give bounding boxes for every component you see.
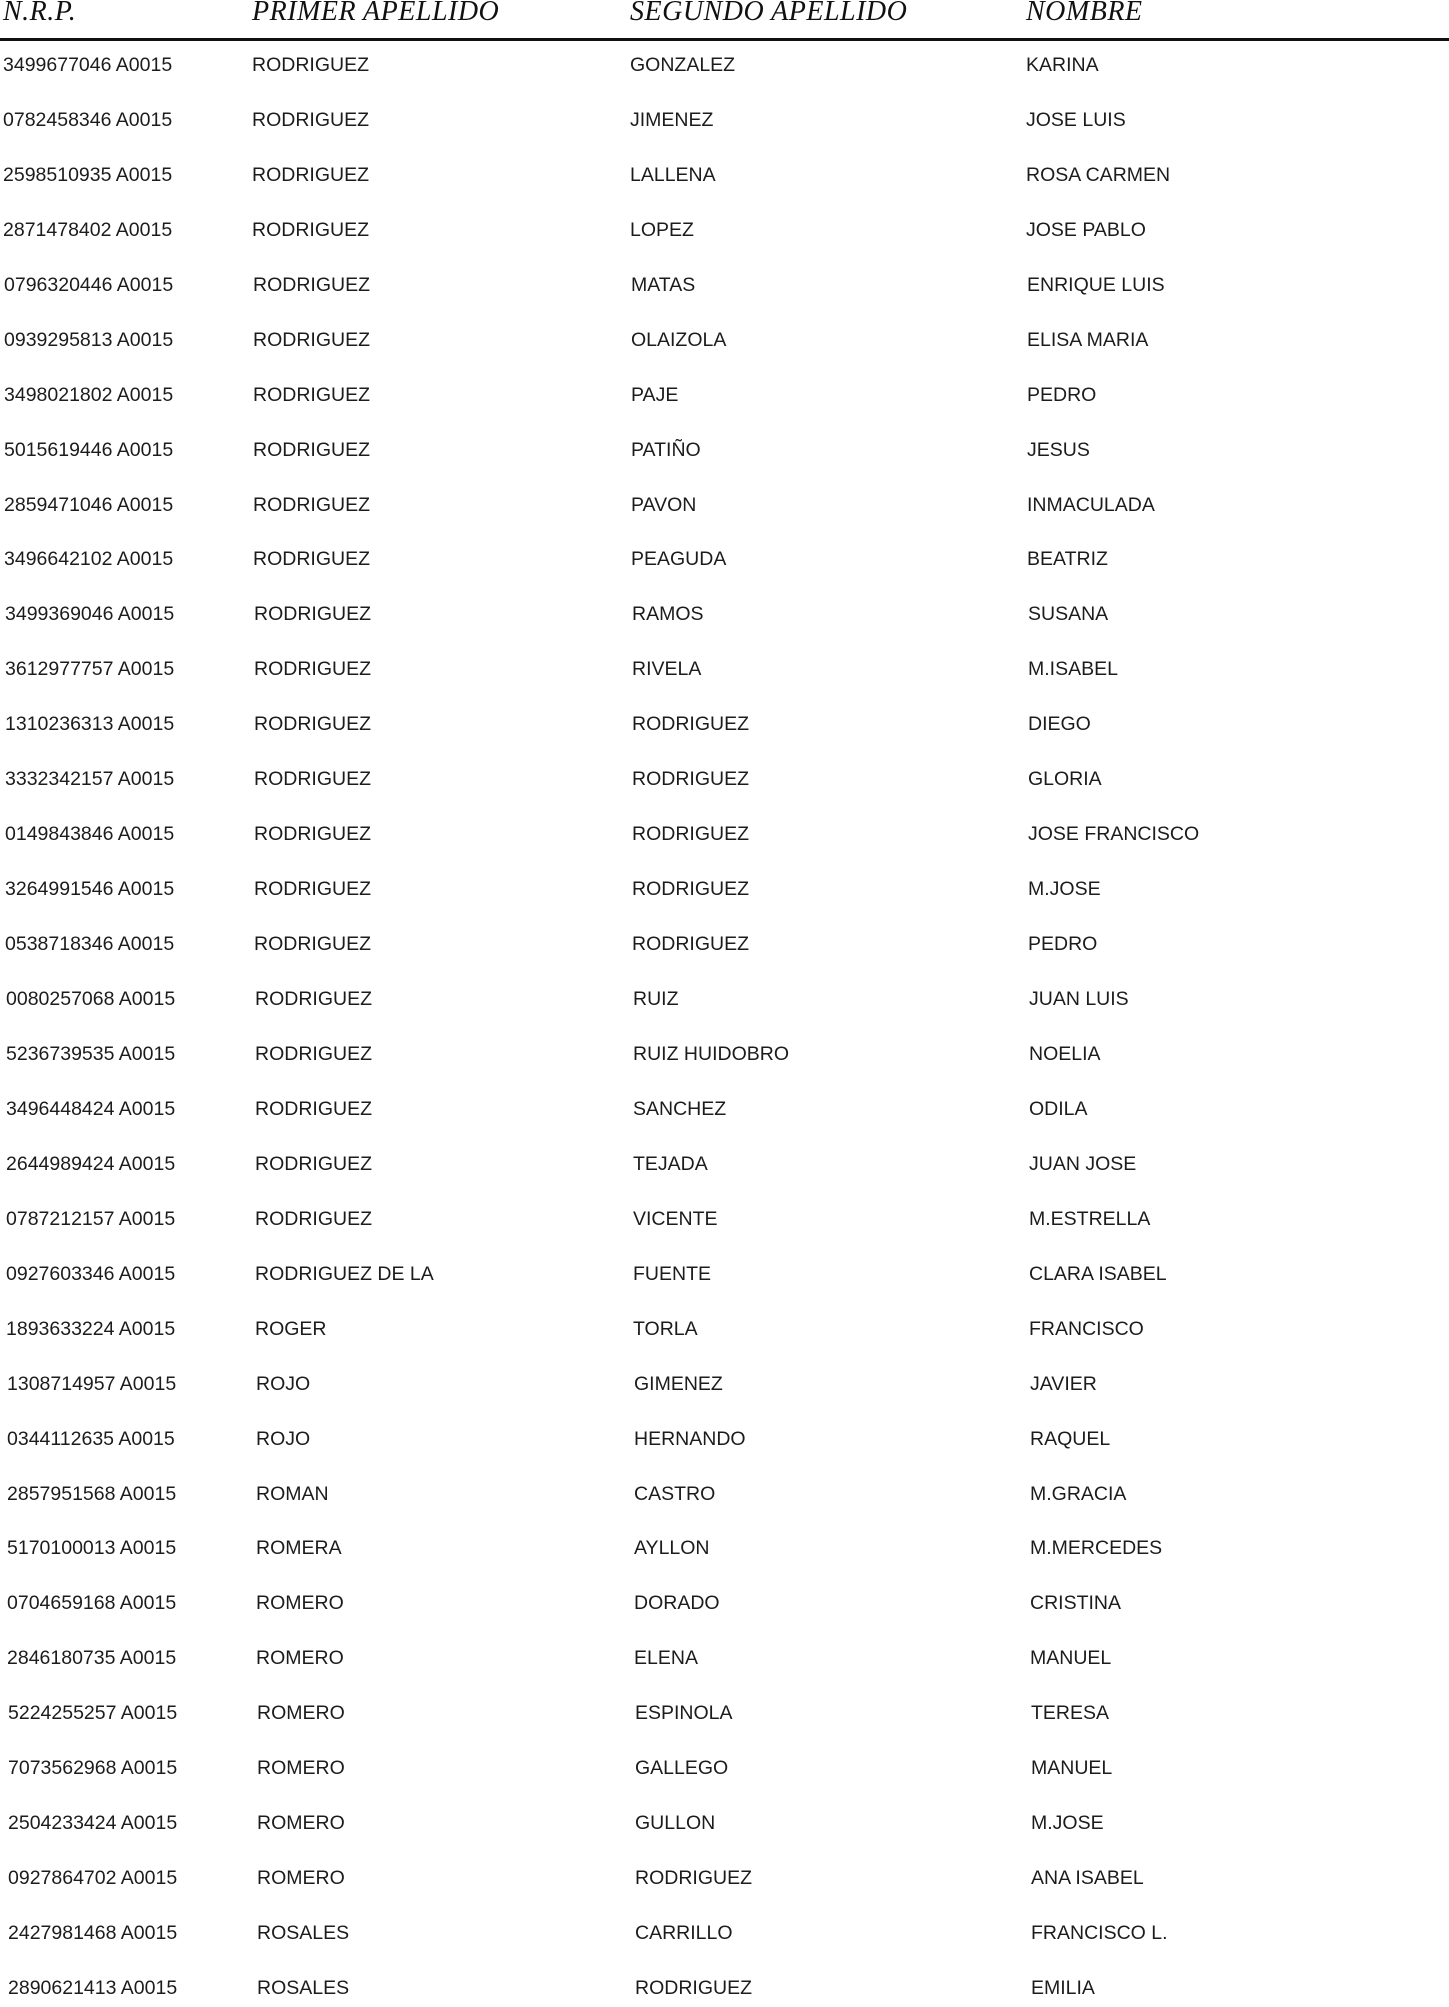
- cell-nombre: M.ESTRELLA: [1029, 1208, 1151, 1230]
- cell-nombre: TERESA: [1031, 1702, 1110, 1724]
- cell-nrp: 5236739535 A0015: [6, 1043, 176, 1065]
- cell-nombre: PEDRO: [1028, 933, 1098, 955]
- cell-nombre: M.JOSE: [1028, 878, 1101, 900]
- cell-nombre: JUAN LUIS: [1029, 988, 1129, 1010]
- table-row: [0, 1922, 1449, 1952]
- cell-nombre: EMILIA: [1031, 1977, 1095, 1999]
- cell-primer-apellido: RODRIGUEZ: [254, 933, 371, 955]
- cell-nrp: 0704659168 A0015: [7, 1592, 177, 1614]
- cell-primer-apellido: RODRIGUEZ: [255, 1208, 372, 1230]
- cell-nombre: ROSA CARMEN: [1026, 164, 1171, 186]
- cell-segundo-apellido: RODRIGUEZ: [632, 933, 749, 955]
- cell-segundo-apellido: RODRIGUEZ: [635, 1977, 752, 1999]
- cell-nombre: PEDRO: [1027, 384, 1097, 406]
- table-row: [0, 1263, 1449, 1293]
- cell-nombre: M.ISABEL: [1028, 658, 1118, 680]
- cell-nrp: 0080257068 A0015: [6, 988, 176, 1010]
- table-row: [0, 1812, 1449, 1842]
- table-row: [0, 439, 1449, 469]
- cell-nrp: 5170100013 A0015: [7, 1537, 177, 1559]
- cell-nombre: M.GRACIA: [1030, 1483, 1127, 1505]
- cell-segundo-apellido: FUENTE: [633, 1263, 711, 1285]
- cell-segundo-apellido: CARRILLO: [635, 1922, 733, 1944]
- table-row: [0, 1592, 1449, 1622]
- table-row: [0, 1757, 1449, 1787]
- cell-nrp: 5015619446 A0015: [4, 439, 174, 461]
- cell-primer-apellido: RODRIGUEZ: [253, 439, 370, 461]
- cell-primer-apellido: RODRIGUEZ: [253, 494, 370, 516]
- cell-nrp: 2859471046 A0015: [4, 494, 174, 516]
- table-row: [0, 494, 1449, 524]
- cell-primer-apellido: RODRIGUEZ: [253, 548, 370, 570]
- table-row: [0, 603, 1449, 633]
- cell-nrp: 3332342157 A0015: [5, 768, 175, 790]
- cell-nombre: JUAN JOSE: [1029, 1153, 1137, 1175]
- cell-segundo-apellido: RAMOS: [632, 603, 704, 625]
- cell-nrp: 2644989424 A0015: [6, 1153, 176, 1175]
- cell-nombre: CLARA ISABEL: [1029, 1263, 1167, 1285]
- cell-segundo-apellido: TEJADA: [633, 1153, 708, 1175]
- cell-segundo-apellido: LALLENA: [630, 164, 716, 186]
- cell-segundo-apellido: PATIÑO: [631, 439, 701, 461]
- table-row: [0, 658, 1449, 688]
- cell-nrp: 3499677046 A0015: [3, 54, 173, 76]
- cell-nrp: 1893633224 A0015: [6, 1318, 176, 1340]
- table-row: [0, 1318, 1449, 1348]
- cell-segundo-apellido: DORADO: [634, 1592, 720, 1614]
- header-primer-apellido: PRIMER APELLIDO: [252, 0, 500, 27]
- header-segundo-apellido: SEGUNDO APELLIDO: [630, 0, 908, 27]
- cell-primer-apellido: RODRIGUEZ DE LA: [255, 1263, 434, 1285]
- cell-segundo-apellido: SANCHEZ: [633, 1098, 727, 1120]
- cell-nombre: FRANCISCO: [1029, 1318, 1144, 1340]
- cell-primer-apellido: RODRIGUEZ: [255, 1043, 372, 1065]
- cell-segundo-apellido: VICENTE: [633, 1208, 718, 1230]
- header-nombre: NOMBRE: [1026, 0, 1143, 27]
- table-row: [0, 164, 1449, 194]
- cell-primer-apellido: RODRIGUEZ: [255, 988, 372, 1010]
- cell-primer-apellido: ROMERO: [257, 1702, 345, 1724]
- cell-primer-apellido: RODRIGUEZ: [254, 768, 371, 790]
- cell-primer-apellido: ROMERO: [256, 1592, 344, 1614]
- table-row: [0, 1373, 1449, 1403]
- cell-segundo-apellido: RODRIGUEZ: [632, 878, 749, 900]
- cell-nrp: 3264991546 A0015: [5, 878, 175, 900]
- cell-nrp: 0344112635 A0015: [7, 1428, 175, 1450]
- table-row: [0, 823, 1449, 853]
- cell-segundo-apellido: RUIZ HUIDOBRO: [633, 1043, 789, 1065]
- cell-segundo-apellido: ELENA: [634, 1647, 698, 1669]
- cell-nrp: 2846180735 A0015: [7, 1647, 177, 1669]
- cell-nrp: 0787212157 A0015: [6, 1208, 176, 1230]
- cell-primer-apellido: RODRIGUEZ: [255, 1098, 372, 1120]
- cell-primer-apellido: RODRIGUEZ: [252, 219, 369, 241]
- cell-segundo-apellido: CASTRO: [634, 1483, 716, 1505]
- table-row: [0, 988, 1449, 1018]
- cell-segundo-apellido: JIMENEZ: [630, 109, 714, 131]
- cell-nombre: JOSE FRANCISCO: [1028, 823, 1200, 845]
- cell-segundo-apellido: HERNANDO: [634, 1428, 746, 1450]
- cell-segundo-apellido: LOPEZ: [630, 219, 694, 241]
- table-row: [0, 713, 1449, 743]
- cell-segundo-apellido: RODRIGUEZ: [632, 768, 749, 790]
- cell-nrp: 7073562968 A0015: [8, 1757, 178, 1779]
- table-row: [0, 329, 1449, 359]
- cell-primer-apellido: ROMERO: [256, 1647, 344, 1669]
- cell-segundo-apellido: PAVON: [631, 494, 697, 516]
- cell-nrp: 0927864702 A0015: [8, 1867, 178, 1889]
- cell-segundo-apellido: RODRIGUEZ: [635, 1867, 752, 1889]
- cell-nombre: M.JOSE: [1031, 1812, 1104, 1834]
- cell-nrp: 3499369046 A0015: [5, 603, 175, 625]
- cell-nrp: 3498021802 A0015: [4, 384, 174, 406]
- table-row: [0, 548, 1449, 578]
- cell-segundo-apellido: AYLLON: [634, 1537, 710, 1559]
- cell-primer-apellido: RODRIGUEZ: [253, 274, 370, 296]
- cell-nrp: 0796320446 A0015: [4, 274, 174, 296]
- cell-primer-apellido: RODRIGUEZ: [253, 329, 370, 351]
- cell-nombre: RAQUEL: [1030, 1428, 1111, 1450]
- cell-segundo-apellido: PEAGUDA: [631, 548, 727, 570]
- cell-nrp: 1308714957 A0015: [7, 1373, 177, 1395]
- table-row: [0, 1977, 1449, 2007]
- cell-segundo-apellido: ESPINOLA: [635, 1702, 733, 1724]
- cell-nombre: JESUS: [1027, 439, 1090, 461]
- table-row: [0, 1153, 1449, 1183]
- cell-nrp: 0149843846 A0015: [5, 823, 175, 845]
- cell-primer-apellido: ROMERA: [256, 1537, 342, 1559]
- table-row: [0, 1537, 1449, 1567]
- cell-primer-apellido: RODRIGUEZ: [255, 1153, 372, 1175]
- cell-nombre: M.MERCEDES: [1030, 1537, 1163, 1559]
- cell-segundo-apellido: GIMENEZ: [634, 1373, 723, 1395]
- cell-primer-apellido: RODRIGUEZ: [254, 823, 371, 845]
- cell-primer-apellido: RODRIGUEZ: [252, 109, 369, 131]
- cell-primer-apellido: RODRIGUEZ: [252, 164, 369, 186]
- cell-nombre: NOELIA: [1029, 1043, 1101, 1065]
- table-row: [0, 1208, 1449, 1238]
- cell-segundo-apellido: RODRIGUEZ: [632, 823, 749, 845]
- table-row: [0, 1428, 1449, 1458]
- cell-nrp: 2504233424 A0015: [8, 1812, 178, 1834]
- cell-nombre: FRANCISCO L.: [1031, 1922, 1168, 1944]
- cell-nrp: 0939295813 A0015: [4, 329, 174, 351]
- table-row: [0, 1647, 1449, 1677]
- cell-nrp: 0538718346 A0015: [5, 933, 175, 955]
- table-row: [0, 219, 1449, 249]
- cell-nombre: CRISTINA: [1030, 1592, 1122, 1614]
- table-row: [0, 1043, 1449, 1073]
- cell-nrp: 1310236313 A0015: [5, 713, 175, 735]
- cell-nombre: DIEGO: [1028, 713, 1091, 735]
- cell-nrp: 2598510935 A0015: [3, 164, 173, 186]
- cell-segundo-apellido: OLAIZOLA: [631, 329, 727, 351]
- cell-nombre: SUSANA: [1028, 603, 1109, 625]
- cell-primer-apellido: ROMERO: [257, 1757, 345, 1779]
- cell-primer-apellido: ROSALES: [257, 1977, 350, 1999]
- cell-nombre: ODILA: [1029, 1098, 1088, 1120]
- cell-segundo-apellido: RODRIGUEZ: [632, 713, 749, 735]
- table-row: [0, 1702, 1449, 1732]
- cell-nombre: GLORIA: [1028, 768, 1102, 790]
- table-row: [0, 933, 1449, 963]
- cell-nrp: 0782458346 A0015: [3, 109, 173, 131]
- table-row: [0, 1867, 1449, 1897]
- cell-nombre: KARINA: [1026, 54, 1099, 76]
- cell-segundo-apellido: RUIZ: [633, 988, 679, 1010]
- table-row: [0, 768, 1449, 798]
- table-row: [0, 1483, 1449, 1513]
- cell-nrp: 2890621413 A0015: [8, 1977, 178, 1999]
- cell-primer-apellido: ROGER: [255, 1318, 327, 1340]
- cell-primer-apellido: ROMERO: [257, 1812, 345, 1834]
- cell-nrp: 3496448424 A0015: [6, 1098, 176, 1120]
- cell-nombre: INMACULADA: [1027, 494, 1155, 516]
- cell-primer-apellido: RODRIGUEZ: [252, 54, 369, 76]
- cell-segundo-apellido: GALLEGO: [635, 1757, 729, 1779]
- cell-segundo-apellido: RIVELA: [632, 658, 702, 680]
- cell-segundo-apellido: TORLA: [633, 1318, 698, 1340]
- cell-segundo-apellido: PAJE: [631, 384, 679, 406]
- cell-nrp: 3496642102 A0015: [4, 548, 174, 570]
- cell-primer-apellido: ROJO: [256, 1428, 311, 1450]
- cell-primer-apellido: RODRIGUEZ: [254, 603, 371, 625]
- cell-primer-apellido: RODRIGUEZ: [254, 658, 371, 680]
- cell-primer-apellido: ROMAN: [256, 1483, 329, 1505]
- table-row: [0, 274, 1449, 304]
- cell-primer-apellido: RODRIGUEZ: [254, 713, 371, 735]
- table-row: [0, 384, 1449, 414]
- cell-primer-apellido: ROJO: [256, 1373, 311, 1395]
- cell-nrp: 5224255257 A0015: [8, 1702, 178, 1724]
- cell-nombre: ANA ISABEL: [1031, 1867, 1144, 1889]
- cell-primer-apellido: RODRIGUEZ: [253, 384, 370, 406]
- cell-nrp: 2857951568 A0015: [7, 1483, 177, 1505]
- cell-nombre: JAVIER: [1030, 1373, 1097, 1395]
- cell-nombre: MANUEL: [1030, 1647, 1112, 1669]
- cell-primer-apellido: ROSALES: [257, 1922, 350, 1944]
- table-row: [0, 1098, 1449, 1128]
- cell-nrp: 2427981468 A0015: [8, 1922, 178, 1944]
- cell-nombre: ELISA MARIA: [1027, 329, 1149, 351]
- cell-nrp: 0927603346 A0015: [6, 1263, 176, 1285]
- cell-primer-apellido: ROMERO: [257, 1867, 345, 1889]
- cell-segundo-apellido: GONZALEZ: [630, 54, 736, 76]
- cell-nrp: 2871478402 A0015: [3, 219, 173, 241]
- header-nrp: N.R.P.: [3, 0, 77, 27]
- cell-segundo-apellido: MATAS: [631, 274, 696, 296]
- table-row: [0, 878, 1449, 908]
- table-row: [0, 109, 1449, 139]
- cell-nombre: JOSE PABLO: [1026, 219, 1146, 241]
- table-row: [0, 54, 1449, 84]
- cell-primer-apellido: RODRIGUEZ: [254, 878, 371, 900]
- cell-nombre: JOSE LUIS: [1026, 109, 1126, 131]
- cell-segundo-apellido: GULLON: [635, 1812, 716, 1834]
- cell-nombre: ENRIQUE LUIS: [1027, 274, 1165, 296]
- cell-nombre: MANUEL: [1031, 1757, 1113, 1779]
- cell-nrp: 3612977757 A0015: [5, 658, 175, 680]
- cell-nombre: BEATRIZ: [1027, 548, 1108, 570]
